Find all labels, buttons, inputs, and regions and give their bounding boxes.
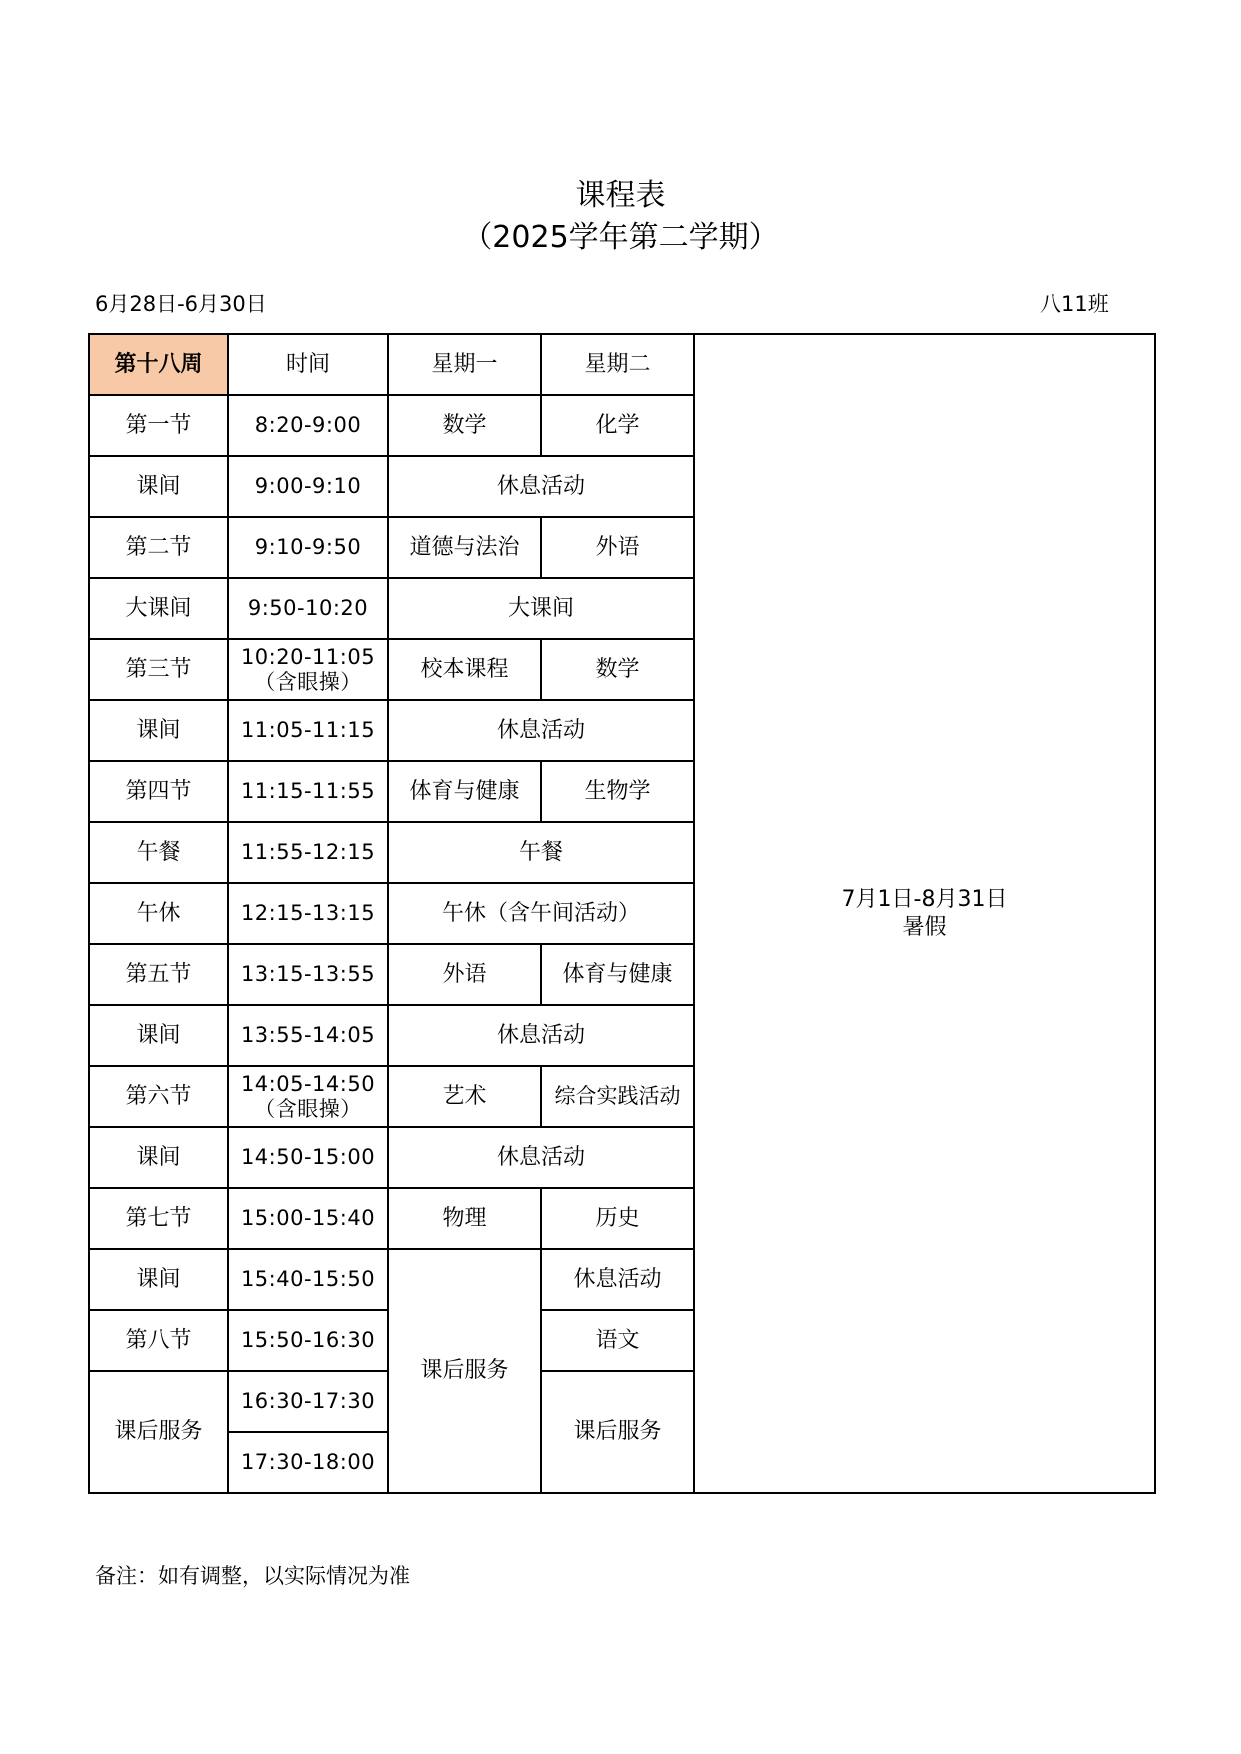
class-name: 八11班 xyxy=(1040,292,1109,316)
page-title: 课程表 xyxy=(575,178,666,213)
tuesday-cell: 历史 xyxy=(541,1188,694,1249)
tuesday-cell: 休息活动 xyxy=(541,1249,694,1310)
time-cell: 15:40-15:50 xyxy=(228,1249,388,1310)
period-cell: 课间 xyxy=(89,1127,228,1188)
period-cell: 课间 xyxy=(89,1005,228,1066)
period-cell: 第五节 xyxy=(89,944,228,1005)
period-cell: 第七节 xyxy=(89,1188,228,1249)
tuesday-cell: 生物学 xyxy=(541,761,694,822)
time-note: （含眼操） xyxy=(254,669,362,694)
merged-activity-cell: 午餐 xyxy=(388,822,694,883)
time-cell: 11:05-11:15 xyxy=(228,700,388,761)
time-cell: 15:50-16:30 xyxy=(228,1310,388,1371)
time-cell: 12:15-13:15 xyxy=(228,883,388,944)
tuesday-cell: 化学 xyxy=(541,395,694,456)
time-cell: 17:30-18:00 xyxy=(228,1432,388,1493)
monday-cell: 外语 xyxy=(388,944,541,1005)
time-cell: 15:00-15:40 xyxy=(228,1188,388,1249)
time-cell: 13:15-13:55 xyxy=(228,944,388,1005)
period-cell: 第八节 xyxy=(89,1310,228,1371)
time-cell xyxy=(228,1066,388,1127)
monday-header: 星期一 xyxy=(388,334,541,395)
period-cell: 午休 xyxy=(89,883,228,944)
holiday-label: 暑假 xyxy=(902,914,947,940)
monday-cell: 体育与健康 xyxy=(388,761,541,822)
time-value: 14:05-14:50 xyxy=(240,1072,376,1097)
summer-holiday-cell xyxy=(694,334,1155,1493)
monday-cell: 艺术 xyxy=(388,1066,541,1127)
tuesday-cell: 数学 xyxy=(541,639,694,700)
term-subtitle: （2025学年第二学期） xyxy=(462,220,779,255)
tuesday-after-school-cell: 课后服务 xyxy=(541,1371,694,1493)
period-cell: 课间 xyxy=(89,700,228,761)
merged-activity-cell: 休息活动 xyxy=(388,456,694,517)
tuesday-cell: 外语 xyxy=(541,517,694,578)
time-header: 时间 xyxy=(228,334,388,395)
date-range: 6月28日-6月30日 xyxy=(95,292,267,316)
time-cell: 9:10-9:50 xyxy=(228,517,388,578)
table-header-row xyxy=(89,334,1155,395)
tuesday-header: 星期二 xyxy=(541,334,694,395)
time-cell: 9:50-10:20 xyxy=(228,578,388,639)
merged-activity-cell: 休息活动 xyxy=(388,1005,694,1066)
time-cell: 13:55-14:05 xyxy=(228,1005,388,1066)
period-cell: 课间 xyxy=(89,456,228,517)
time-cell: 14:50-15:00 xyxy=(228,1127,388,1188)
holiday-range: 7月1日-8月31日 xyxy=(841,887,1008,912)
period-cell: 第四节 xyxy=(89,761,228,822)
time-cell: 11:55-12:15 xyxy=(228,822,388,883)
period-cell: 大课间 xyxy=(89,578,228,639)
monday-cell: 数学 xyxy=(388,395,541,456)
period-cell: 课后服务 xyxy=(89,1371,228,1493)
period-cell: 午餐 xyxy=(89,822,228,883)
period-cell: 第一节 xyxy=(89,395,228,456)
period-cell: 第二节 xyxy=(89,517,228,578)
merged-activity-cell: 休息活动 xyxy=(388,700,694,761)
time-note: （含眼操） xyxy=(254,1096,362,1121)
merged-activity-cell: 午休（含午间活动） xyxy=(388,883,694,944)
schedule-table xyxy=(88,333,1156,1494)
monday-cell: 道德与法治 xyxy=(388,517,541,578)
time-cell: 9:00-9:10 xyxy=(228,456,388,517)
monday-after-school-cell: 课后服务 xyxy=(388,1249,541,1493)
tuesday-cell: 综合实践活动 xyxy=(541,1066,694,1127)
time-value: 10:20-11:05 xyxy=(240,645,376,670)
period-cell: 第三节 xyxy=(89,639,228,700)
week-header: 第十八周 xyxy=(89,334,228,395)
tuesday-cell: 体育与健康 xyxy=(541,944,694,1005)
time-cell: 11:15-11:55 xyxy=(228,761,388,822)
monday-cell: 校本课程 xyxy=(388,639,541,700)
merged-activity-cell: 休息活动 xyxy=(388,1127,694,1188)
time-cell: 16:30-17:30 xyxy=(228,1371,388,1432)
tuesday-cell: 语文 xyxy=(541,1310,694,1371)
period-cell: 课间 xyxy=(89,1249,228,1310)
time-cell xyxy=(228,639,388,700)
monday-cell: 物理 xyxy=(388,1188,541,1249)
time-cell: 8:20-9:00 xyxy=(228,395,388,456)
period-cell: 第六节 xyxy=(89,1066,228,1127)
footnote: 备注：如有调整，以实际情况为准 xyxy=(95,1564,410,1588)
merged-activity-cell: 大课间 xyxy=(388,578,694,639)
